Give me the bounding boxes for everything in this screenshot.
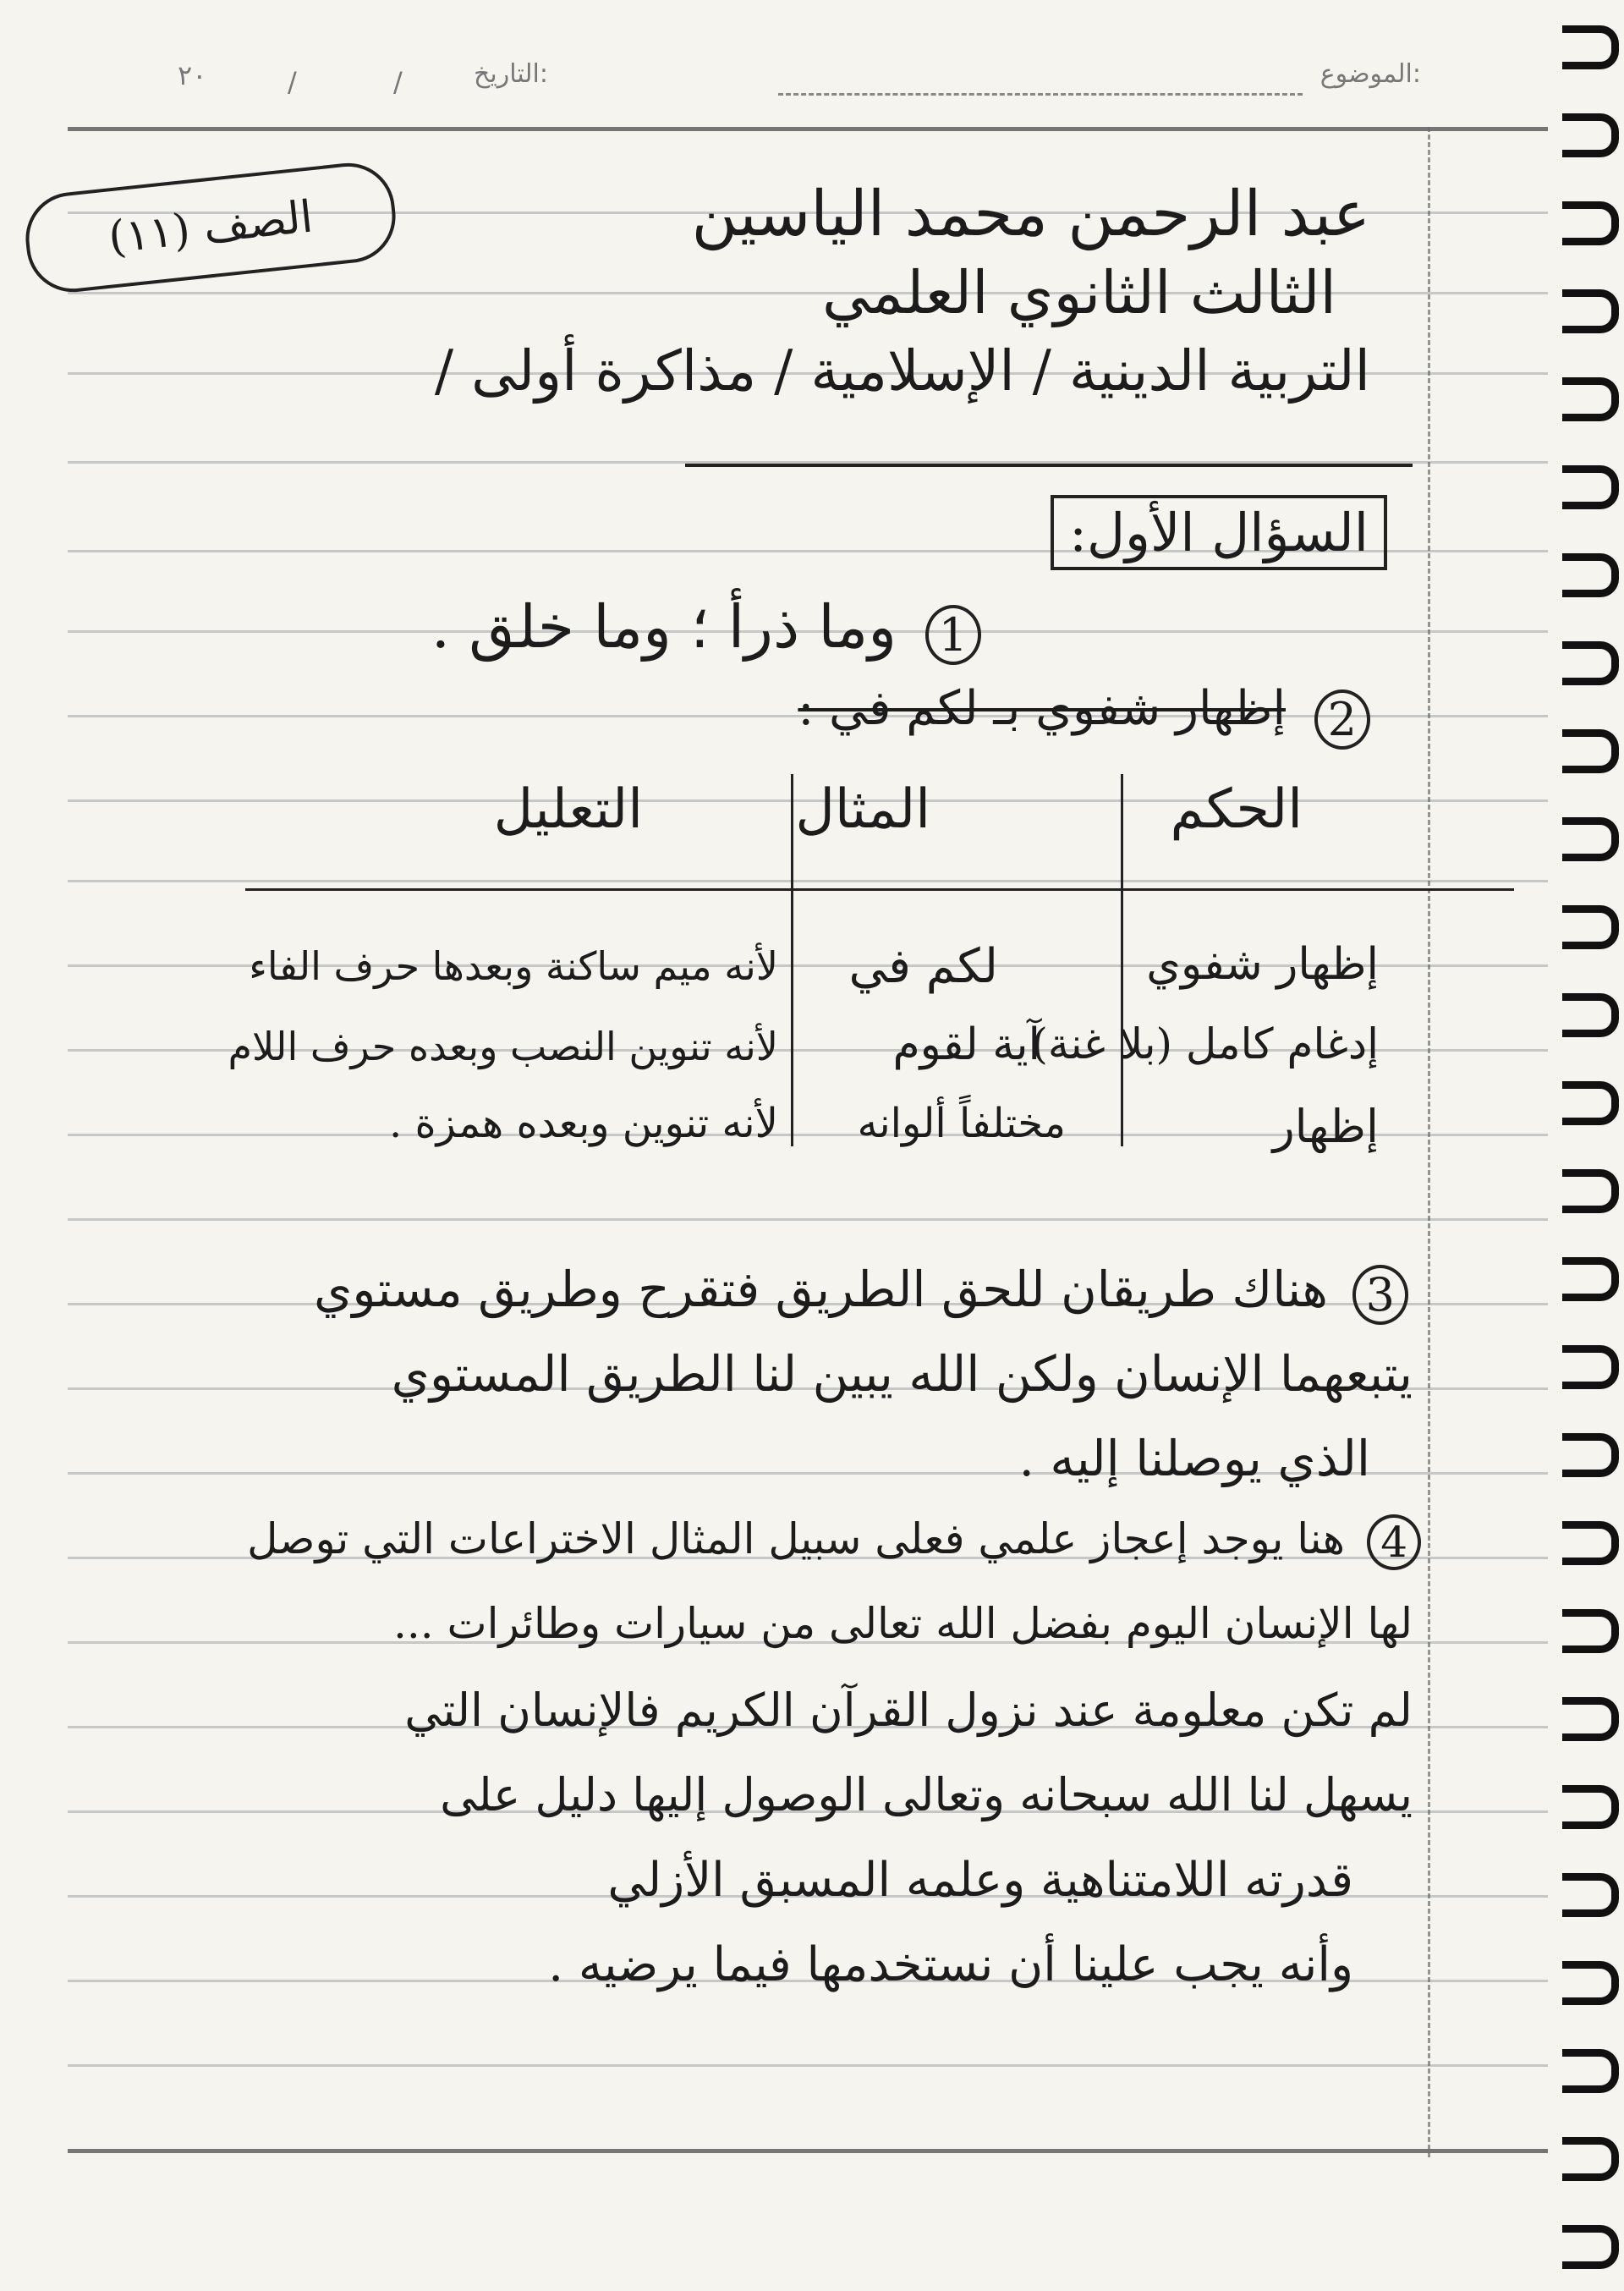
answer-3-line-1: هناك طريقان للحق الطريق فتقرح وطريق مستوي [313, 1261, 1328, 1318]
student-name: عبد الرحمن محمد الياسين [691, 178, 1370, 250]
answer-2-crossed-text: إظهار شفوي بـ لكم في : [798, 681, 1286, 736]
spiral-loop [1562, 2049, 1619, 2093]
spiral-loop [1562, 817, 1619, 861]
spiral-loop [1562, 1961, 1619, 2005]
table-row-2-example: آية لقوم [892, 1019, 1040, 1070]
spiral-loop [1562, 905, 1619, 949]
table-row-3-ruling: إظهار [1272, 1100, 1379, 1153]
answer-4-line-1: هنا يوجد إعجاز علمي فعلى سبيل المثال الاختراعات التي توصل [247, 1514, 1345, 1563]
spiral-loop [1562, 1697, 1619, 1741]
table-row-1-example: لكم في [848, 939, 998, 994]
subject-underline [778, 93, 1303, 96]
title-underline [685, 464, 1413, 467]
spiral-loop [1562, 553, 1619, 597]
answer-4-line-3: لم تكن معلومة عند نزول القرآن الكريم فالإنسان التي [404, 1684, 1413, 1737]
spiral-loop [1562, 1521, 1619, 1565]
answer-number-1: 1 [925, 605, 981, 665]
date-year: ٢٠ [178, 59, 207, 91]
spiral-loop [1562, 465, 1619, 509]
spiral-loop [1562, 2137, 1619, 2181]
answer-number-3: 3 [1352, 1265, 1408, 1325]
table-row-1-reason: لأنه ميم ساكنة وبعدها حرف الفاء [249, 943, 778, 989]
answer-3-line-3: الذي يوصلنا إليه . [1018, 1430, 1370, 1487]
spiral-loop [1562, 1785, 1619, 1829]
course-title: التربية الدينية / الإسلامية / مذاكرة أولى / [434, 338, 1370, 404]
table-row-3-example: مختلفاً ألوانه [857, 1100, 1066, 1147]
spiral-loop [1562, 1169, 1619, 1213]
table-header-example: المثال [795, 778, 930, 841]
spiral-loop [1562, 1345, 1619, 1389]
table-row-3-reason: لأنه تنوين وبعده همزة . [388, 1100, 778, 1147]
spiral-loop [1562, 2225, 1619, 2269]
answer-3-line-2: يتبعهما الإنسان ولكن الله يبين لنا الطريق المستوي [391, 1345, 1413, 1403]
spiral-binding [1556, 0, 1624, 2291]
answer-number-4: 4 [1367, 1514, 1421, 1570]
date-slash-1: / [288, 66, 297, 98]
class-stamp: الصف (١١) [21, 158, 400, 296]
answer-4-line-5: قدرته اللامتناهية وعلمه المسبق الأزلي [607, 1853, 1353, 1908]
table-divider-1 [1121, 774, 1123, 1146]
date-label: التاريخ: [474, 59, 548, 89]
table-header-rule [245, 888, 1514, 891]
table-row-2-reason: لأنه تنوين النصب وبعده حرف اللام [228, 1024, 778, 1069]
spiral-loop [1562, 729, 1619, 773]
spiral-loop [1562, 1609, 1619, 1653]
spiral-loop [1562, 1433, 1619, 1477]
table-row-2-ruling: إدغام كامل (بلا غنة) [1031, 1019, 1379, 1069]
date-slash-2: / [393, 66, 403, 98]
spiral-loop [1562, 641, 1619, 685]
spiral-loop [1562, 1081, 1619, 1125]
table-row-1-ruling: إظهار شفوي [1146, 939, 1379, 990]
spiral-loop [1562, 377, 1619, 421]
answer-4-line-2: لها الإنسان اليوم بفضل الله تعالى من سيارات وطائرات ... [392, 1599, 1413, 1648]
answer-4-line-4: يسهل لنا الله سبحانه وتعالى الوصول إليها دليل على [440, 1768, 1413, 1821]
table-header-reason: التعليل [493, 778, 643, 841]
spiral-loop [1562, 25, 1619, 69]
table-divider-2 [791, 774, 793, 1146]
margin-line [1428, 127, 1430, 2157]
spiral-loop [1562, 1257, 1619, 1301]
spiral-loop [1562, 289, 1619, 333]
spiral-loop [1562, 113, 1619, 157]
subject-label: الموضوع: [1320, 59, 1421, 89]
spiral-loop [1562, 993, 1619, 1037]
answer-4-line-6: وأنه يجب علينا أن نستخدمها فيما يرضيه . [548, 1937, 1353, 1992]
student-grade: الثالث الثانوي العلمي [822, 258, 1336, 327]
answer-number-2: 2 [1314, 689, 1370, 750]
answer-1-text: وما ذرأ ؛ وما خلق . [431, 592, 897, 662]
spiral-loop [1562, 1873, 1619, 1917]
spiral-loop [1562, 201, 1619, 245]
table-header-ruling: الحكم [1170, 778, 1303, 841]
question-title: السؤال الأول: [1051, 495, 1387, 570]
